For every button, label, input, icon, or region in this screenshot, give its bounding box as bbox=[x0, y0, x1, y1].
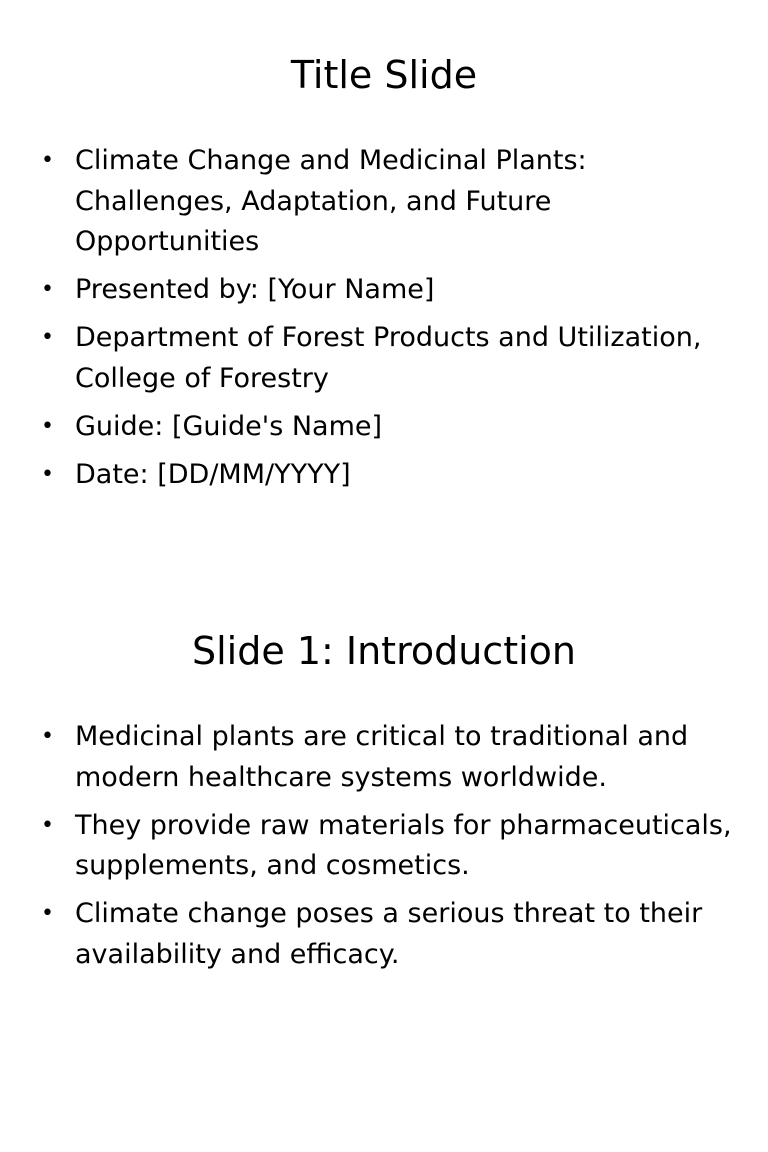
bullet-text: Climate change poses a serious threat to their availability and efficacy. bbox=[75, 898, 703, 970]
bullet-item bbox=[38, 141, 738, 263]
bullet-text: They provide raw materials for pharmaceuticals, supplements, and cosmetics. bbox=[75, 809, 732, 881]
bullet-dot-icon: • bbox=[41, 461, 54, 487]
bullet-list bbox=[38, 717, 738, 983]
bullet-dot-icon: • bbox=[41, 724, 54, 749]
slide-introduction bbox=[0, 576, 768, 1152]
bullet-item bbox=[38, 318, 738, 399]
bullet-text: Presented by: [Your Name] bbox=[75, 274, 435, 305]
slide-title: Title Slide bbox=[290, 53, 478, 97]
bullet-item bbox=[38, 894, 738, 975]
bullet-item bbox=[38, 717, 738, 798]
bullet-list bbox=[38, 141, 738, 503]
bullet-dot-icon: • bbox=[41, 812, 54, 838]
bullet-dot-icon: • bbox=[41, 325, 54, 350]
bullet-dot-icon: • bbox=[41, 413, 54, 439]
bullet-text: Climate Change and Medicinal Plants: Challenges, Adaptation, and Future Opportunities bbox=[75, 145, 587, 257]
bullet-text: Guide: [Guide's Name] bbox=[75, 410, 383, 442]
bullet-item bbox=[38, 455, 738, 496]
bullet-dot-icon: • bbox=[41, 148, 54, 173]
bullet-dot-icon: • bbox=[41, 277, 54, 302]
bullet-item bbox=[38, 407, 738, 448]
bullet-text: Medicinal plants are critical to traditional and modern healthcare systems worldwide. bbox=[75, 721, 689, 793]
bullet-dot-icon: • bbox=[41, 901, 54, 926]
bullet-text: Department of Forest Products and Utilization, College of Forestry bbox=[75, 322, 702, 394]
bullet-item bbox=[38, 270, 738, 311]
slide-title: Slide 1: Introduction bbox=[192, 629, 576, 673]
bullet-text: Date: [DD/MM/YYYY] bbox=[75, 458, 351, 490]
bullet-item bbox=[38, 806, 738, 887]
